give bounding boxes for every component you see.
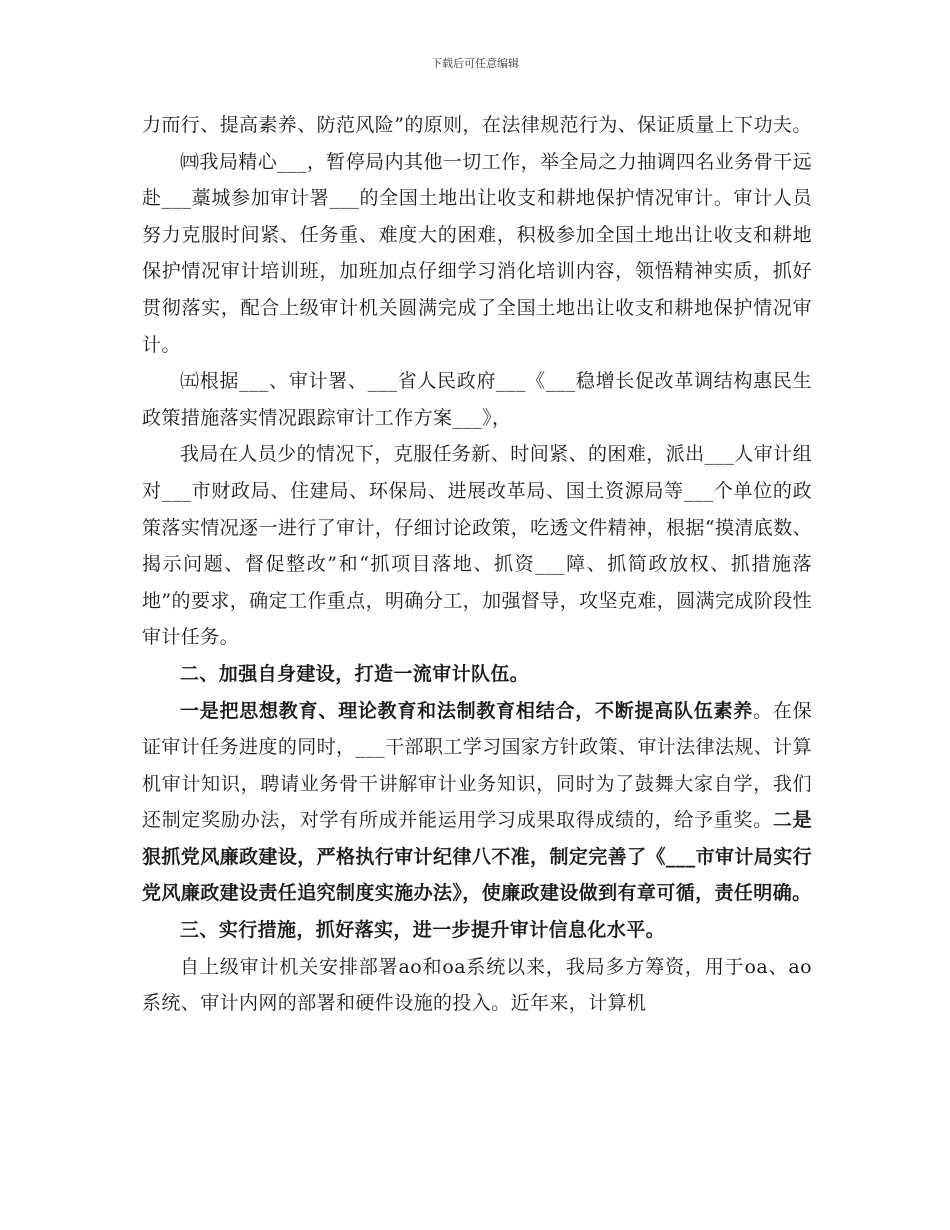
bold-phrase-education: 一是把思想教育、理论教育和法制教育相结合，不断提高队伍素养	[180, 699, 754, 722]
paragraph-continuation: 力而行、提高素养、防范风险”的原则，在法律规范行为、保证质量上下功夫。	[142, 114, 812, 136]
page-header-note: 下载后可任意编辑	[431, 57, 519, 70]
bold-phrase-integrity: 二是狠抓党风廉政建设，严格执行审计纪律八不准，制定完善了《___市审计局实行党风廉政建设责任追究制度实施办法》，使廉政建设做到有章可循，责任明确。	[142, 809, 812, 905]
paragraph-item-5: ㈤根据___、审计署、___省人民政府___《___稳增长促改革调结构惠民生政策措施落实情况跟踪审计工作方案___》，	[142, 370, 812, 429]
paragraph-team-building	[142, 693, 812, 913]
paragraph-audit-work: 我局在人员少的情况下，克服任务新、时间紧、的困难，派出___人审计组对___市财政局、住建局、环保局、进展改革局、国土资源局等___个单位的政策落实情况逐一进行了审计，仔细讨论政策，吃透文件精神，根据“摸清底数、揭示问题、督促整改”和“抓项目落地、抓资___障、抓简政放权、抓措施落地”的要求，确定工作重点，明确分工，加强督导，攻坚克难，圆满完成阶段性审计任务。	[142, 443, 812, 649]
document-body	[142, 107, 812, 1022]
section-heading-3: 三、实行措施，抓好落实，进一步提升审计信息化水平。	[180, 919, 666, 942]
paragraph-team-building-text: 。在保证审计任务进度的同时，___干部职工学习国家方针政策、审计法律法规、计算机审计知识，聘请业务骨干讲解审计业务知识，同时为了鼓舞大家自学，我们还制定奖励办法，对学有所成并能运用学习成果取得成绩的，给予重奖。	[142, 699, 813, 832]
paragraph-item-4: ㈣我局精心___，暂停局内其他一切工作，举全局之力抽调四名业务骨干远赴___藁城参加审计署___的全国土地出让收支和耕地保护情况审计。审计人员努力克服时间紧、任务重、难度大的困难，积极参加全国土地出让收支和耕地保护情况审计培训班，加班加点仔细学习消化培训内容，领悟精神实质，抓好贯彻落实，配合上级审计机关圆满完成了全国土地出让收支和耕地保护情况审计。	[142, 150, 812, 356]
section-heading-2: 二、加强自身建设，打造一流审计队伍。	[180, 662, 530, 685]
paragraph-informatization: 自上级审计机关安排部署ao和oa系统以来，我局多方筹资，用于oa、ao系统、审计内网的部署和硬件设施的投入。近年来，计算机	[142, 955, 812, 1015]
